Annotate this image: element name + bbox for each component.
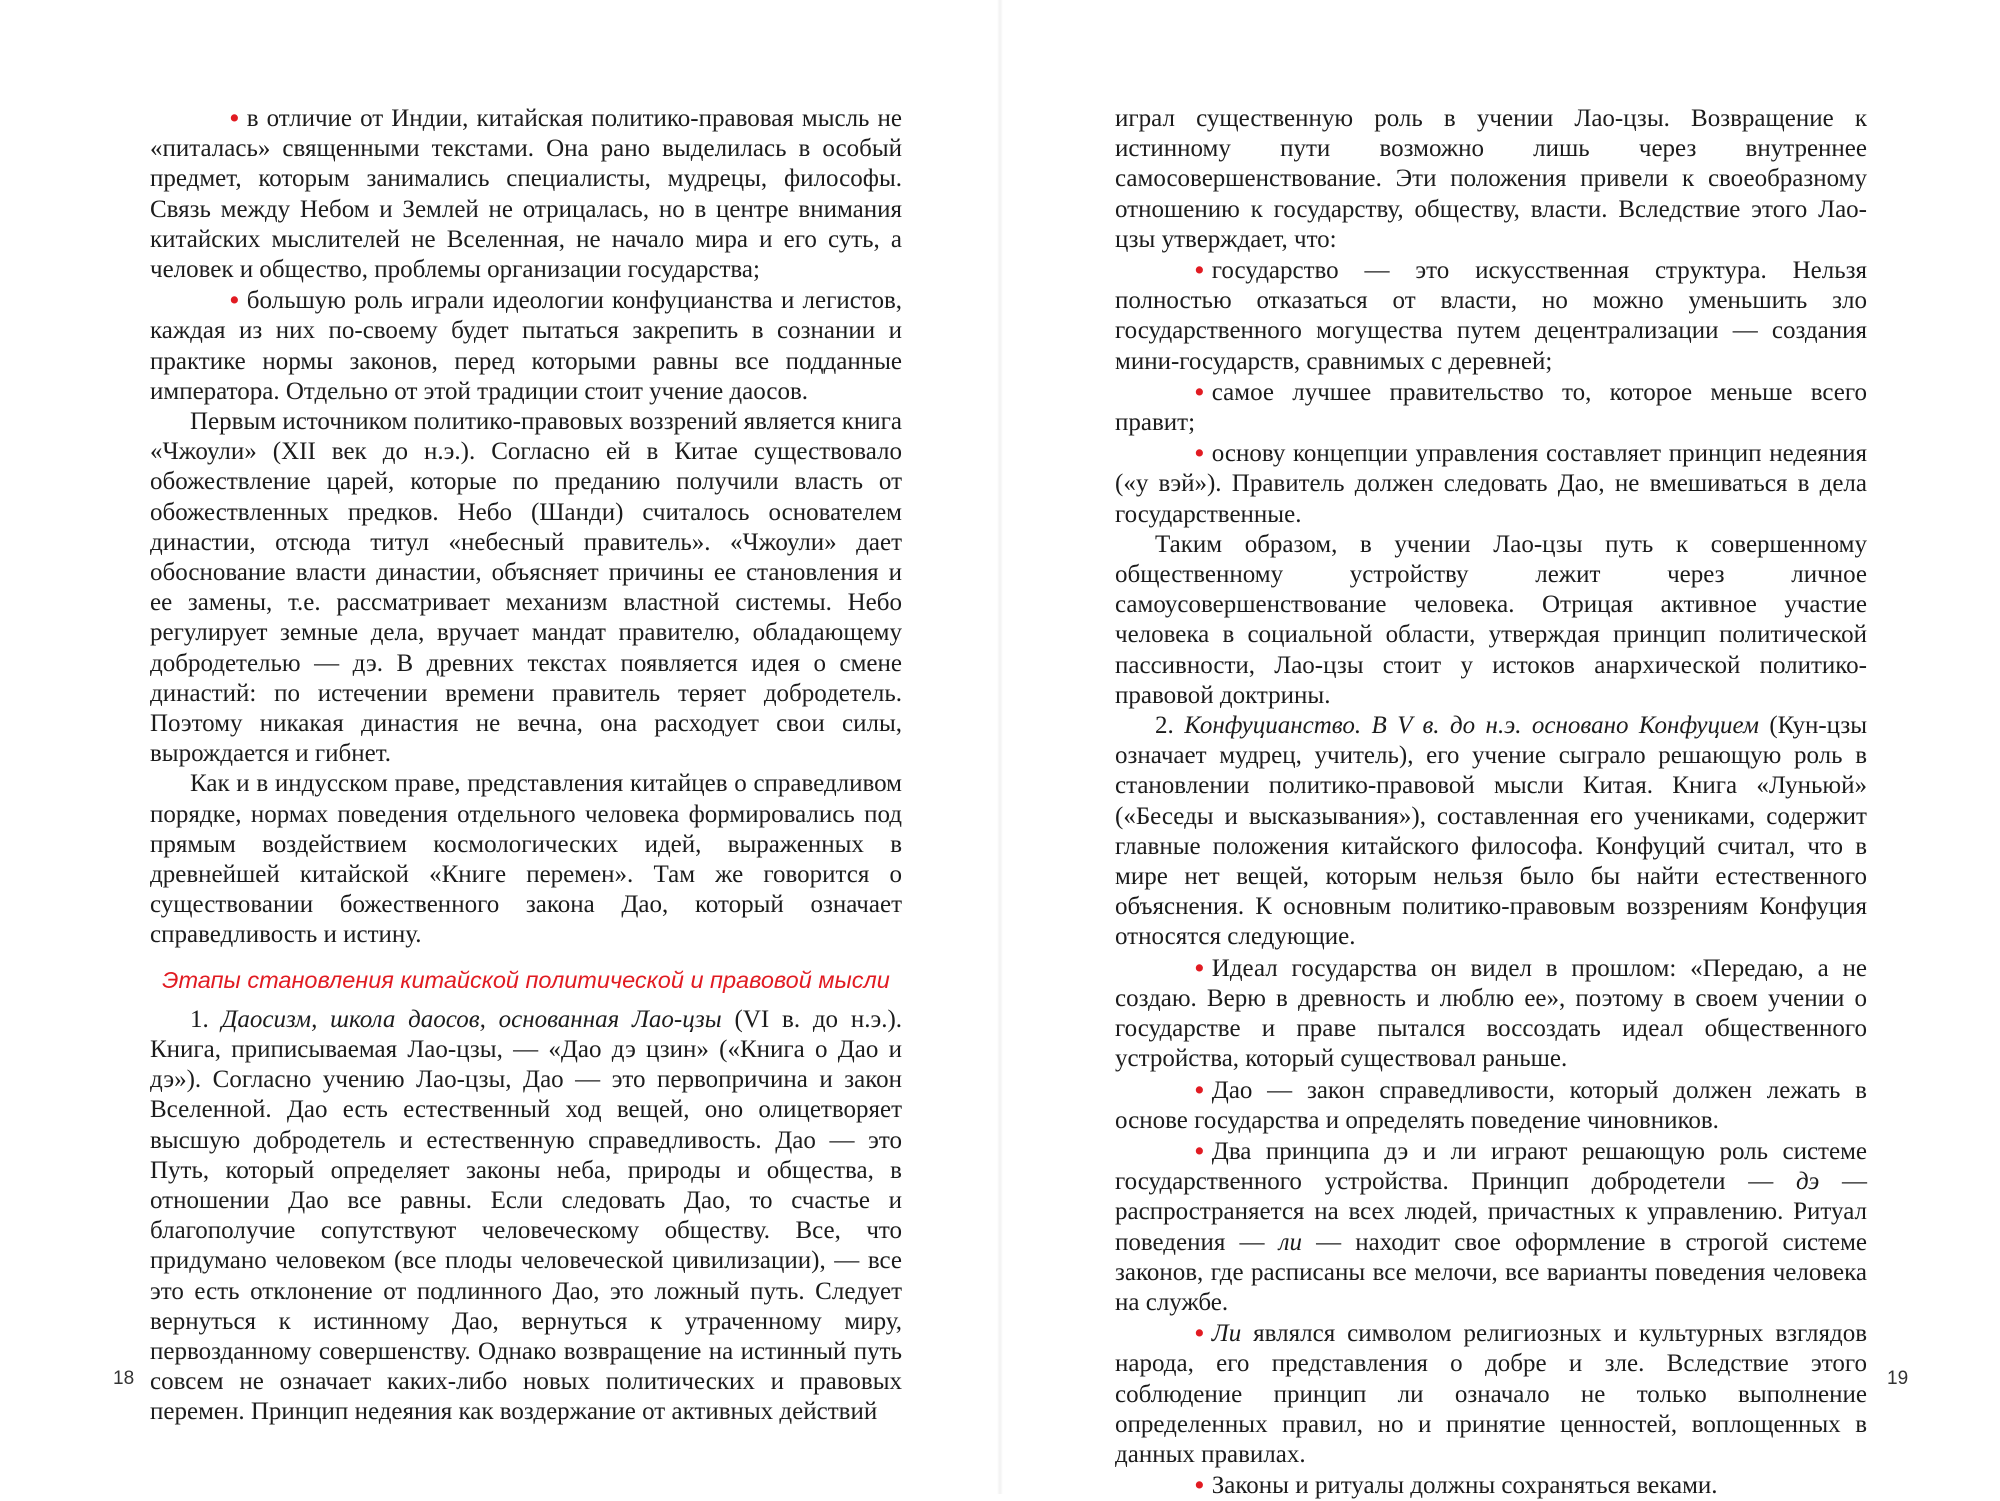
section-number: 2. xyxy=(1155,712,1174,740)
bullet-icon: • xyxy=(1195,953,1204,982)
page-number: 18 xyxy=(113,1368,135,1389)
paragraph: Первым источником политико-правовых воззрений является книга «Чжоули» (XII век до н.э.). Согласно ей в Китае существовало обожествление царей, которые по преданию получили власть от обожествленных предков. Небо (Шанди) считалось основателем династии, отсюда титул «небесный правитель». «Чжоули» дает обоснование власти династии, объясняет причины ее становления и ее замены, т.е. рассматривает механизм властной системы. Небо регулирует земные дела, вручает мандат правителю, обладающему добродетелью — дэ. В древних текстах появляется идея о смене династий: по истечении времени правитель теряет добродетель. Поэтому никакая династия не вечна, она расходует свои силы, вырождается и гибнет. xyxy=(150,408,902,768)
right-text-column xyxy=(1115,104,1867,1501)
paragraph: • Два принципа дэ и ли играют решающую роль системе государственного устройства. Принцип добродетели — дэ — распространяется на всех людей, причастных к управлению. Ритуал поведения — ли — находит свое оформление в строгой системе законов, где расписаны все мелочи, все варианты поведения человека на службе. xyxy=(1115,1136,1868,1316)
paragraph: • основу концепции управления составляет принцип недеяния («у вэй»). Правитель должен следовать Дао, не вмешиваться в дела государственные. xyxy=(1115,439,1867,528)
right-page xyxy=(1000,0,2000,1500)
left-text-column xyxy=(150,103,902,1428)
paragraph-text: (VI в. до н.э.). Книга, приписываемая Лао-цзы, — «Дао дэ цзин» («Книга о Дао и дэ»). Согласно учению Лао-цзы, Дао — это первопричина и закон Вселенной. Дао есть естественный ход вещей, оно олицетворяет высшую добродетель и естественную справедливость. Дао — это Путь, который определяет законы неба, природы и общества, в отношении Дао все равны. Если следовать Дао, то счастье и благополучие сопутствуют человеческому обществу. Все, что придумано человеком (все плоды человеческой цивилизации), — все это есть отклонение от подлинного Дао, это ложный путь. Следует вернуться к истинному Дао, вернуться к утраченному миру, первозданному совершенству. Однако возвращение на истинный путь совсем не означает каких-либо новых политических и правовых перемен. Принцип недеяния как воздержание от активных действий xyxy=(150,1005,903,1426)
section-title: Этапы становления китайской политической и правовой мысли xyxy=(162,966,890,993)
paragraph: Таким образом, в учении Лао-цзы путь к совершенному общественному устройству лежит через личное самоусовершенствование человека. Отрицая активное участие человека в социальной области, утверждая принцип политической пассивности, Лао-цзы стоит у истоков анархической политико-правовой доктрины. xyxy=(1115,530,1867,709)
paragraph: • большую роль играли идеологии конфуцианства и легистов, каждая из них по-своему будет пытаться закрепить в сознании и практике нормы законов, перед которыми равны все подданные императора. Отдельно от этой традиции стоит учение даосов. xyxy=(150,286,902,405)
paragraph: • в отличие от Индии, китайская политико-правовая мысль не «питалась» священными текстами. Она рано выделилась в особый предмет, которым занимались специалисты, мудрецы, философы. Связь между Небом и Землей не отрицалась, но в центре внимания китайских мыслителей не Вселенная, не начало мира и его суть, а человек и общество, проблемы организации государства; xyxy=(150,104,902,284)
paragraph: играл существенную роль в учении Лао-цзы. Возвращение к истинному пути возможно лишь через внутреннее самосовершенствование. Эти положения привели к своеобразному отношению к государству, обществу, власти. Вследствие этого Лао-цзы утверждает, что: xyxy=(1115,105,1867,253)
italic-lead: Даосизм, школа даосов, основанная Лао-цзы xyxy=(221,1005,722,1033)
paragraph: • государство — это искусственная структура. Нельзя полностью отказаться от власти, но можно уменьшить зло государственного могущества путем децентрализации — создания мини-государств, сравнимых с деревней; xyxy=(1115,256,1867,375)
paragraph: • Идеал государства он видел в прошлом: «Передаю, а не создаю. Верю в древность и люблю ее», поэтому в своем учении о государстве и праве пытался воссоздать идеал общественного устройства, который существовал раньше. xyxy=(1115,953,1867,1073)
paragraph: Как и в индусском праве, представления китайцев о справедливом порядке, нормах поведения отдельного человека формировались под прямым воздействием космологических идей, выраженных в древнейшей китайской «Книге перемен». Там же говорится о существовании божественного закона Дао, который означает справедливость и истину. xyxy=(150,770,902,949)
paragraph-confucianism xyxy=(1115,711,1867,953)
italic-lead: Конфуцианство. В V в. до н.э. основано Конфуцием xyxy=(1184,712,1759,740)
paragraph: • Дао — закон справедливости, который должен лежать в основе государства и определять поведение чиновников. xyxy=(1115,1075,1867,1134)
paragraph: • Ли являлся символом религиозных и культурных взглядов народа, его представления о добре и зле. Вследствие этого соблюдение принцип ли означало не только выполнение определенных правил, но и принятие ценностей, воплощенных в данных правилах. xyxy=(1115,1319,1867,1468)
section-number: 1. xyxy=(190,1005,209,1033)
bullet-icon: • xyxy=(230,286,239,315)
paragraph: • самое лучшее правительство то, которое меньше всего правит; xyxy=(1115,377,1867,437)
page-number: 19 xyxy=(1887,1368,1909,1389)
paragraph-text: (Кун-цзы означает мудрец, учитель), его учение сыграло решающую роль в становлении политико-правовой мысли Китая. Книга «Луньюй» («Беседы и высказывания»), составленная его учениками, содержит главные положения китайского философа. Конфуций считал, что в мире нет вещей, которым нельзя было бы найти естественного объяснения. К основным политико-правовым воззрениям Конфуция относятся следующие. xyxy=(1115,712,1868,951)
bullet-icon: • xyxy=(1195,1075,1204,1104)
paragraph: • Законы и ритуалы должны сохраняться веками. xyxy=(1115,1470,1867,1501)
bullet-icon: • xyxy=(1195,1471,1204,1500)
bullet-icon: • xyxy=(1195,377,1204,406)
bullet-icon: • xyxy=(1195,1319,1204,1348)
left-page xyxy=(0,0,1000,1494)
paragraph-daoism xyxy=(150,1005,902,1428)
bullet-icon: • xyxy=(1195,256,1204,285)
bullet-icon: • xyxy=(230,104,239,132)
bullet-icon: • xyxy=(1195,1136,1204,1165)
bullet-icon: • xyxy=(1195,439,1204,468)
